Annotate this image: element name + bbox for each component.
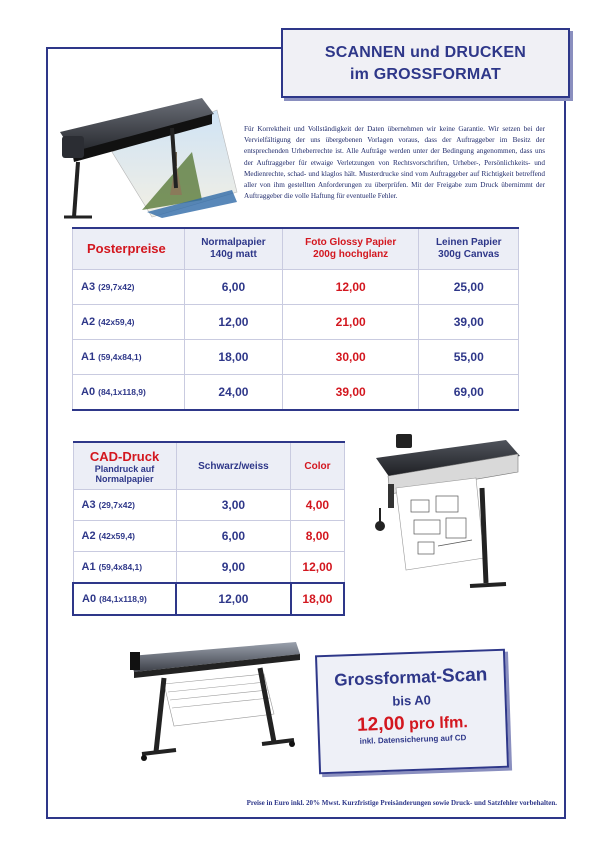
scan-price: 12,00 pro lfm.	[356, 713, 469, 736]
price-bw: 3,00	[176, 490, 291, 521]
table-row	[73, 490, 344, 521]
size-label: A1 (59,4x84,1)	[73, 340, 185, 375]
title-line-2: im GROSSFORMAT	[350, 66, 501, 83]
wide-format-scanner-photo-icon	[124, 634, 306, 782]
price-normal: 6,00	[185, 270, 283, 305]
cad-header-row	[73, 442, 344, 490]
footer-note: Preise in Euro inkl. 20% Mwst. Kurzfristige Preisänderungen sowie Druck- und Satzfehler vorbehalten.	[246, 799, 557, 807]
column-header-normal: Normalpapier 140g matt	[185, 228, 283, 270]
price-color: 12,00	[291, 552, 344, 584]
size-label: A3 (29,7x42)	[73, 270, 185, 305]
size-label: A0 (84,1x118,9)	[73, 583, 176, 615]
scan-title: Grossformat-Scan	[333, 664, 488, 690]
table-row	[73, 552, 344, 584]
size-label: A1 (59,4x84,1)	[73, 552, 176, 584]
table-row	[73, 521, 344, 552]
table-row	[73, 583, 344, 615]
size-label: A2 (42x59,4)	[73, 521, 176, 552]
terms-text: Für Korrektheit und Vollständigkeit der Daten übernehmen wir keine Garantie. Wir setzen bei der Vervielfältigung der uns übergebenen Vorlagen voraus, dass der Auftraggeber im Besitz der entsprechenden Urheberrechte ist. Alle Aufträge werden unter der Bedingung angenommen, dass uns der Auftraggeber für etwaige Verletzungen von Rechtsvorschriften, Urheber-, Persönlichkeits- und Medienrechte, schad- und klaglos hält. Musterdrucke sind vom Auftraggeber auf Richtigkeit betreffend aller von ihm gestellten Anforderungen zu überprüfen. Mit der Freigabe zum Druck übernimmt der Auftraggeber die volle Haftung für eventuelle Fehler.	[244, 125, 545, 201]
poster-heading: Posterpreise	[73, 228, 185, 270]
price-bw: 6,00	[176, 521, 291, 552]
price-color: 4,00	[291, 490, 344, 521]
size-label: A3 (29,7x42)	[73, 490, 176, 521]
table-row	[73, 340, 519, 375]
price-normal: 24,00	[185, 375, 283, 411]
large-format-printer-photo-icon	[52, 92, 242, 227]
table-row	[73, 270, 519, 305]
table-row	[73, 305, 519, 340]
scan-subtitle: bis A0	[392, 692, 432, 709]
column-header-canvas: Leinen Papier 300g Canvas	[419, 228, 519, 270]
title-box	[281, 28, 570, 98]
scan-offer-box	[315, 649, 509, 775]
table-row	[73, 375, 519, 411]
price-glossy: 21,00	[282, 305, 419, 340]
price-bw: 9,00	[176, 552, 291, 584]
column-header-glossy: Foto Glossy Papier 200g hochglanz	[282, 228, 419, 270]
price-canvas: 55,00	[419, 340, 519, 375]
price-canvas: 69,00	[419, 375, 519, 411]
column-header-color: Color	[291, 442, 344, 490]
plotter-photo-icon	[366, 428, 528, 598]
cad-heading: CAD-Druck Plandruck auf Normalpapier	[73, 442, 176, 490]
size-label: A2 (42x59,4)	[73, 305, 185, 340]
size-label: A0 (84,1x118,9)	[73, 375, 185, 411]
price-normal: 12,00	[185, 305, 283, 340]
price-glossy: 30,00	[282, 340, 419, 375]
price-color: 18,00	[291, 583, 344, 615]
price-normal: 18,00	[185, 340, 283, 375]
poster-price-table	[72, 227, 519, 411]
column-header-bw: Schwarz/weiss	[176, 442, 291, 490]
price-color: 8,00	[291, 521, 344, 552]
price-canvas: 39,00	[419, 305, 519, 340]
price-bw: 12,00	[176, 583, 291, 615]
title-line-1: SCANNEN und DRUCKEN	[324, 44, 527, 61]
price-glossy: 39,00	[282, 375, 419, 411]
price-canvas: 25,00	[419, 270, 519, 305]
cad-price-table	[72, 441, 345, 616]
scan-note: inkl. Datensicherung auf CD	[359, 733, 467, 746]
poster-header-row	[73, 228, 519, 270]
price-glossy: 12,00	[282, 270, 419, 305]
